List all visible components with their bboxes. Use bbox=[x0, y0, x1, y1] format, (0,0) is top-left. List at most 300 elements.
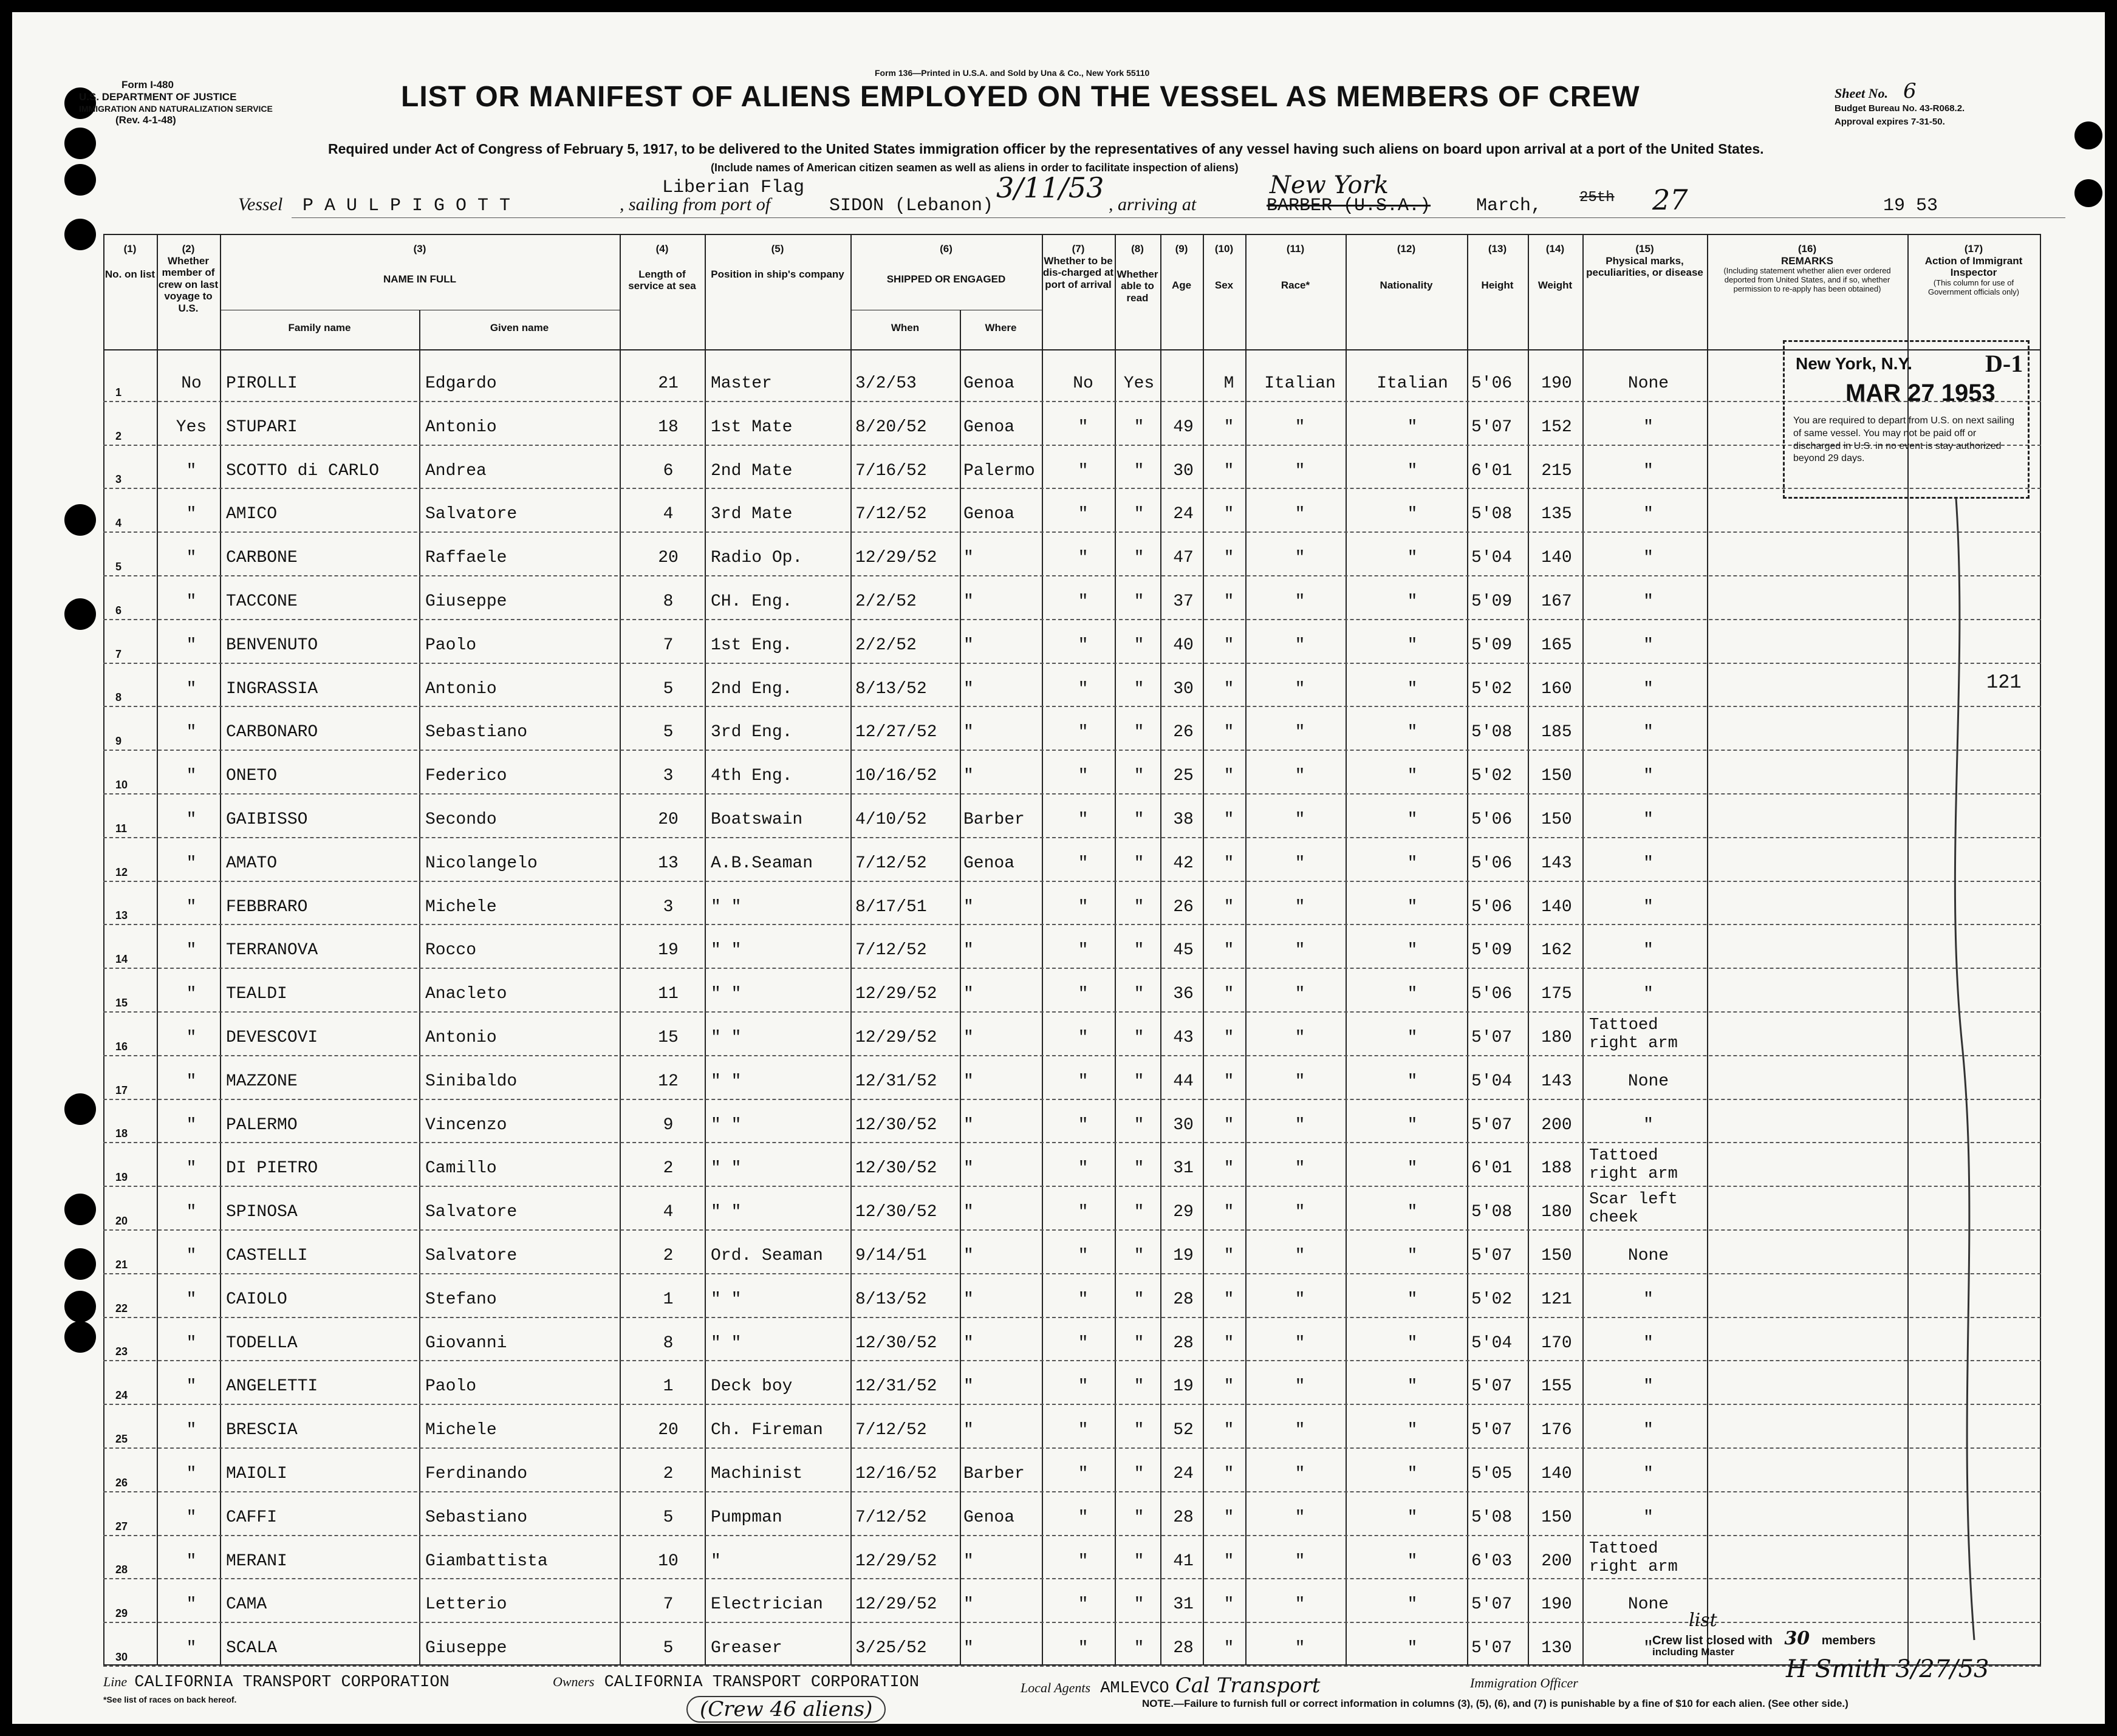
row-weight: 215 bbox=[1541, 461, 1572, 480]
row-sex: " bbox=[1223, 723, 1234, 742]
row-shipped-where: Palermo bbox=[963, 461, 1035, 480]
col9-label: Age bbox=[1171, 279, 1192, 291]
row-able-to-read: " bbox=[1134, 1246, 1144, 1265]
row-discharged: " bbox=[1078, 1203, 1089, 1222]
crew-count: 30 bbox=[1784, 1628, 1810, 1649]
row-physical-marks: " bbox=[1643, 723, 1654, 742]
row-discharged: " bbox=[1078, 461, 1089, 480]
row-weight: 140 bbox=[1541, 1464, 1572, 1483]
footer-agents bbox=[1021, 1673, 1320, 1698]
row-length-service: 21 bbox=[658, 374, 679, 393]
table-row bbox=[12, 795, 2105, 838]
stamp-code: D-1 bbox=[1985, 350, 2023, 377]
row-able-to-read: " bbox=[1134, 853, 1144, 873]
row-number: 15 bbox=[115, 996, 128, 1009]
row-race: " bbox=[1294, 767, 1305, 786]
row-race: " bbox=[1294, 1203, 1305, 1222]
col17-header bbox=[1907, 243, 2040, 297]
col15-label: Physical marks, peculiarities, or disease bbox=[1586, 255, 1703, 279]
row-family-name: FEBBRARO bbox=[226, 897, 308, 917]
row-height: 5'07 bbox=[1471, 1115, 1513, 1135]
approval-expires: Approval expires 7-31-50. bbox=[1835, 117, 1945, 127]
row-weight: 165 bbox=[1541, 635, 1572, 655]
arrival-day: 27 bbox=[1652, 183, 1688, 216]
agents-label: Local Agents bbox=[1021, 1680, 1091, 1695]
budget-bureau: Budget Bureau No. 43-R068.2. bbox=[1835, 103, 1965, 114]
row-voyage: " bbox=[186, 853, 197, 873]
row-number: 4 bbox=[115, 517, 122, 530]
row-given-name: Letterio bbox=[425, 1595, 507, 1615]
row-shipped-when: 7/12/52 bbox=[855, 1421, 927, 1440]
row-given-name: Paolo bbox=[425, 635, 477, 655]
form-subtitle: Required under Act of Congress of February 5, 1917, to be delivered to the United States immigration officer by the representatives of any vessel having such aliens on board upon arrival at a port of the United States. bbox=[328, 141, 1764, 157]
row-length-service: 18 bbox=[658, 417, 679, 437]
row-race: " bbox=[1294, 897, 1305, 917]
row-discharged: " bbox=[1078, 1159, 1089, 1178]
row-shipped-where: " bbox=[963, 592, 974, 611]
row-family-name: DEVESCOVI bbox=[226, 1028, 318, 1047]
row-voyage: " bbox=[186, 592, 197, 611]
row-physical-marks: None bbox=[1627, 374, 1669, 393]
row-nationality: " bbox=[1407, 1203, 1418, 1222]
owners-value: CALIFORNIA TRANSPORT CORPORATION bbox=[604, 1673, 920, 1692]
col2-number: (2) bbox=[182, 243, 195, 255]
row-height: 5'07 bbox=[1471, 1246, 1513, 1265]
crew-list-label: Crew list closed with bbox=[1652, 1634, 1773, 1647]
row-length-service: 5 bbox=[663, 723, 674, 742]
row-length-service: 19 bbox=[658, 941, 679, 960]
row-position: Deck boy bbox=[711, 1377, 793, 1396]
row-discharged: " bbox=[1078, 548, 1089, 568]
row-given-name: Sinibaldo bbox=[425, 1071, 518, 1091]
row-weight: 190 bbox=[1541, 1595, 1572, 1615]
table-row bbox=[12, 925, 2105, 969]
row-able-to-read: " bbox=[1134, 1508, 1144, 1527]
col14-label: Weight bbox=[1537, 279, 1573, 291]
row-able-to-read: " bbox=[1134, 1290, 1144, 1309]
col12-label: Nationality bbox=[1380, 279, 1433, 291]
vessel-flag: Liberian Flag bbox=[662, 177, 805, 198]
col2-label: Whether member of crew on last voyage to U.S. bbox=[158, 255, 219, 314]
row-number: 10 bbox=[115, 778, 128, 791]
row-shipped-where: Genoa bbox=[963, 374, 1015, 393]
row-family-name: CAIOLO bbox=[226, 1290, 287, 1309]
row-discharged: " bbox=[1078, 1333, 1089, 1353]
row-number: 16 bbox=[115, 1040, 128, 1053]
row-age: 30 bbox=[1173, 1115, 1194, 1135]
row-length-service: 6 bbox=[663, 461, 674, 480]
row-nationality: " bbox=[1407, 1595, 1418, 1615]
row-able-to-read: " bbox=[1134, 461, 1144, 480]
row-height: 5'08 bbox=[1471, 505, 1513, 524]
row-discharged: " bbox=[1078, 1551, 1089, 1571]
row-length-service: 20 bbox=[658, 1421, 679, 1440]
table-row bbox=[12, 1449, 2105, 1492]
form-title: LIST OR MANIFEST OF ALIENS EMPLOYED ON THE VESSEL AS MEMBERS OF CREW bbox=[401, 81, 1640, 113]
row-nationality: " bbox=[1407, 1246, 1418, 1265]
row-sex: " bbox=[1223, 1246, 1234, 1265]
row-position: " " bbox=[711, 1290, 742, 1309]
row-shipped-when: 12/27/52 bbox=[855, 723, 937, 742]
row-length-service: 2 bbox=[663, 1246, 674, 1265]
row-shipped-when: 8/13/52 bbox=[855, 679, 927, 699]
sailing-date: 3/11/53 bbox=[996, 171, 1104, 204]
row-given-name: Camillo bbox=[425, 1159, 497, 1178]
row-able-to-read: " bbox=[1134, 635, 1144, 655]
row-number: 12 bbox=[115, 866, 128, 878]
row-height: 5'05 bbox=[1471, 1464, 1513, 1483]
row-given-name: Giuseppe bbox=[425, 1639, 507, 1658]
row-family-name: SCALA bbox=[226, 1639, 278, 1658]
col3b-header: Given name bbox=[490, 322, 549, 333]
table-row bbox=[12, 1231, 2105, 1274]
row-given-name: Giuseppe bbox=[425, 592, 507, 611]
row-able-to-read: " bbox=[1134, 1595, 1144, 1615]
row-race: " bbox=[1294, 1159, 1305, 1178]
row-able-to-read: " bbox=[1134, 941, 1144, 960]
row-sex: " bbox=[1223, 548, 1234, 568]
row-voyage: " bbox=[186, 723, 197, 742]
row-family-name: AMICO bbox=[226, 505, 278, 524]
col8-number: (8) bbox=[1131, 243, 1144, 255]
row-family-name: MAZZONE bbox=[226, 1071, 298, 1091]
row-weight: 185 bbox=[1541, 723, 1572, 742]
row-sex: " bbox=[1223, 1203, 1234, 1222]
row-shipped-where: " bbox=[963, 679, 974, 699]
row-family-name: MERANI bbox=[226, 1551, 287, 1571]
row-position: 3rd Mate bbox=[711, 505, 793, 524]
row-weight: 135 bbox=[1541, 505, 1572, 524]
row-number: 11 bbox=[115, 822, 128, 835]
owners-label: Owners bbox=[553, 1674, 595, 1689]
col6a-header: When bbox=[891, 322, 920, 333]
row-length-service: 5 bbox=[663, 1508, 674, 1527]
row-discharged: " bbox=[1078, 592, 1089, 611]
row-race: " bbox=[1294, 505, 1305, 524]
row-nationality: " bbox=[1407, 461, 1418, 480]
row-physical-marks: Tattoed right arm bbox=[1589, 1539, 1678, 1576]
row-height: 5'07 bbox=[1471, 417, 1513, 437]
sailing-label: , sailing from port of bbox=[620, 194, 771, 214]
row-discharged: " bbox=[1078, 1028, 1089, 1047]
row-position: " " bbox=[711, 1333, 742, 1353]
row-weight: 175 bbox=[1541, 985, 1572, 1004]
table-row bbox=[12, 969, 2105, 1013]
punch-hole bbox=[64, 219, 96, 250]
row-position: " " bbox=[711, 1028, 742, 1047]
row-shipped-where: " bbox=[963, 1333, 974, 1353]
row-height: 5'09 bbox=[1471, 592, 1513, 611]
row-voyage: " bbox=[186, 548, 197, 568]
row-length-service: 1 bbox=[663, 1290, 674, 1309]
row-nationality: " bbox=[1407, 767, 1418, 786]
row-weight: 162 bbox=[1541, 941, 1572, 960]
row-age: 52 bbox=[1173, 1421, 1194, 1440]
row-given-name: Michele bbox=[425, 1421, 497, 1440]
row-length-service: 7 bbox=[663, 1595, 674, 1615]
col14-header bbox=[1528, 243, 1582, 291]
row-shipped-when: 12/29/52 bbox=[855, 1551, 937, 1571]
row-weight: 140 bbox=[1541, 897, 1572, 917]
row-sex: " bbox=[1223, 417, 1234, 437]
row-sex: " bbox=[1223, 985, 1234, 1004]
row-discharged: " bbox=[1078, 1639, 1089, 1658]
row-race: " bbox=[1294, 853, 1305, 873]
row-voyage: " bbox=[186, 1464, 197, 1483]
row-shipped-where: " bbox=[963, 1246, 974, 1265]
row-able-to-read: Yes bbox=[1123, 374, 1155, 393]
row-race: " bbox=[1294, 635, 1305, 655]
col1-label: No. on list bbox=[104, 268, 156, 280]
row-race: " bbox=[1294, 1551, 1305, 1571]
row-physical-marks: " bbox=[1643, 1464, 1654, 1483]
row-given-name: Stefano bbox=[425, 1290, 497, 1309]
races-note: *See list of races on back hereof. bbox=[103, 1695, 237, 1704]
sailing-port: SIDON (Lebanon) bbox=[829, 196, 994, 216]
row-shipped-when: 2/2/52 bbox=[855, 635, 917, 655]
form-agency bbox=[79, 79, 273, 126]
row-position: Master bbox=[711, 374, 772, 393]
row-discharged: " bbox=[1078, 941, 1089, 960]
row-length-service: 4 bbox=[663, 1203, 674, 1222]
row-age: 41 bbox=[1173, 1551, 1194, 1571]
col15-number: (15) bbox=[1635, 243, 1654, 255]
row-sex: " bbox=[1223, 897, 1234, 917]
row-able-to-read: " bbox=[1134, 767, 1144, 786]
row-height: 5'08 bbox=[1471, 723, 1513, 742]
row-shipped-when: 12/29/52 bbox=[855, 1028, 937, 1047]
sheet-label: Sheet No. bbox=[1835, 86, 1888, 101]
table-row bbox=[12, 1318, 2105, 1362]
row-position: 2nd Mate bbox=[711, 461, 793, 480]
row-nationality: " bbox=[1407, 635, 1418, 655]
row-voyage: " bbox=[186, 810, 197, 829]
row-height: 5'07 bbox=[1471, 1595, 1513, 1615]
row-family-name: TACCONE bbox=[226, 592, 298, 611]
row-position: 1st Mate bbox=[711, 417, 793, 437]
row-number: 14 bbox=[115, 953, 128, 966]
row-shipped-when: 7/16/52 bbox=[855, 461, 927, 480]
row-height: 6'01 bbox=[1471, 461, 1513, 480]
row-number: 21 bbox=[115, 1258, 128, 1271]
row-weight: 121 bbox=[1541, 1290, 1572, 1309]
row-length-service: 9 bbox=[663, 1115, 674, 1135]
row-shipped-when: 3/2/53 bbox=[855, 374, 917, 393]
row-able-to-read: " bbox=[1134, 897, 1144, 917]
row-nationality: " bbox=[1407, 1551, 1418, 1571]
row-height: 5'04 bbox=[1471, 1071, 1513, 1091]
row-position: " bbox=[711, 1551, 721, 1571]
col16-number: (16) bbox=[1797, 243, 1817, 255]
row-voyage: " bbox=[186, 1595, 197, 1615]
row-height: 5'02 bbox=[1471, 767, 1513, 786]
row-discharged: " bbox=[1078, 897, 1089, 917]
row-age: 36 bbox=[1173, 985, 1194, 1004]
row-physical-marks: " bbox=[1643, 1421, 1654, 1440]
col9-header bbox=[1160, 243, 1203, 291]
row-number: 26 bbox=[115, 1476, 128, 1489]
row-age: 38 bbox=[1173, 810, 1194, 829]
row-voyage: " bbox=[186, 1203, 197, 1222]
line-label: Line bbox=[103, 1674, 128, 1689]
row-family-name: CAMA bbox=[226, 1595, 267, 1615]
row-family-name: BENVENUTO bbox=[226, 635, 318, 655]
row-length-service: 12 bbox=[658, 1071, 679, 1091]
row-discharged: " bbox=[1078, 1246, 1089, 1265]
row-age: 30 bbox=[1173, 679, 1194, 699]
row-able-to-read: " bbox=[1134, 679, 1144, 699]
row-shipped-when: 12/31/52 bbox=[855, 1071, 937, 1091]
row-given-name: Sebastiano bbox=[425, 1508, 528, 1527]
row-position: 4th Eng. bbox=[711, 767, 793, 786]
row-given-name: Rocco bbox=[425, 941, 477, 960]
col17-label: Action of Immigrant Inspector bbox=[1924, 255, 2023, 279]
row-sex: M bbox=[1223, 374, 1234, 393]
row-weight: 150 bbox=[1541, 810, 1572, 829]
row-length-service: 11 bbox=[658, 985, 679, 1004]
row-sex: " bbox=[1223, 941, 1234, 960]
row-nationality: " bbox=[1407, 1464, 1418, 1483]
row-weight: 150 bbox=[1541, 1246, 1572, 1265]
row-number: 5 bbox=[115, 560, 122, 573]
footer-owners bbox=[553, 1673, 919, 1692]
row-voyage: " bbox=[186, 1290, 197, 1309]
row-race: " bbox=[1294, 461, 1305, 480]
row-height: 6'01 bbox=[1471, 1159, 1513, 1178]
row-number: 23 bbox=[115, 1345, 128, 1358]
col10-number: (10) bbox=[1214, 243, 1234, 255]
stamp-text: You are required to depart from U.S. on next sailing of same vessel. You may not be paid off or discharged in U.S. in no event is stay authorized beyond 29 days. bbox=[1793, 415, 2015, 464]
col4-header bbox=[620, 243, 705, 292]
col14-number: (14) bbox=[1545, 243, 1565, 255]
row-voyage: " bbox=[186, 1115, 197, 1135]
vessel-name: P A U L P I G O T T bbox=[303, 196, 511, 216]
form-subnote: (Include names of American citizen seamen as well as aliens in order to facilitate inspection of aliens) bbox=[711, 162, 1239, 174]
table-row bbox=[12, 1187, 2105, 1231]
row-family-name: PIROLLI bbox=[226, 374, 298, 393]
service: IMMIGRATION AND NATURALIZATION SERVICE bbox=[79, 103, 273, 114]
row-physical-marks: Tattoed right arm bbox=[1589, 1147, 1678, 1184]
row-family-name: CAFFI bbox=[226, 1508, 278, 1527]
row-age: 24 bbox=[1173, 1464, 1194, 1483]
row-race: " bbox=[1294, 1508, 1305, 1527]
row-position: A.B.Seaman bbox=[711, 853, 813, 873]
row-length-service: 3 bbox=[663, 767, 674, 786]
row-position: Pumpman bbox=[711, 1508, 782, 1527]
footer-note: NOTE.—Failure to furnish full or correct information in columns (3), (5), (6), and (7) is punishable by a fine of $10 for each alien. (See other side.) bbox=[1142, 1698, 1849, 1709]
row-length-service: 2 bbox=[663, 1464, 674, 1483]
row-nationality: " bbox=[1407, 897, 1418, 917]
row-race: " bbox=[1294, 723, 1305, 742]
row-race: " bbox=[1294, 810, 1305, 829]
row-shipped-where: " bbox=[963, 635, 974, 655]
row-number: 22 bbox=[115, 1302, 128, 1314]
row-shipped-when: 8/20/52 bbox=[855, 417, 927, 437]
col1-number: (1) bbox=[123, 243, 137, 255]
row-shipped-when: 12/30/52 bbox=[855, 1333, 937, 1353]
row-discharged: " bbox=[1078, 1421, 1089, 1440]
col16-header bbox=[1707, 243, 1907, 294]
col6-number: (6) bbox=[940, 243, 952, 255]
table-row bbox=[12, 1405, 2105, 1449]
row-given-name: Antonio bbox=[425, 1028, 497, 1047]
row-height: 5'07 bbox=[1471, 1028, 1513, 1047]
row-discharged: " bbox=[1078, 1071, 1089, 1091]
row-given-name: Vincenzo bbox=[425, 1115, 507, 1135]
row-physical-marks: " bbox=[1643, 679, 1654, 699]
col17-number: (17) bbox=[1964, 243, 1983, 255]
row-given-name: Salvatore bbox=[425, 505, 518, 524]
col7-label: Whether to be dis-charged at port of arrival bbox=[1042, 255, 1114, 290]
row-physical-marks: Tattoed right arm bbox=[1589, 1016, 1678, 1053]
row-weight: 200 bbox=[1541, 1551, 1572, 1571]
row-shipped-when: 3/25/52 bbox=[855, 1639, 927, 1658]
row-number: 6 bbox=[115, 604, 122, 617]
row-shipped-when: 12/29/52 bbox=[855, 548, 937, 568]
col8-header bbox=[1115, 243, 1160, 304]
row-discharged: " bbox=[1078, 679, 1089, 699]
row-weight: 152 bbox=[1541, 417, 1572, 437]
row-sex: " bbox=[1223, 1071, 1234, 1091]
row-physical-marks: " bbox=[1643, 461, 1654, 480]
row-able-to-read: " bbox=[1134, 723, 1144, 742]
row-weight: 190 bbox=[1541, 374, 1572, 393]
punch-hole bbox=[2074, 179, 2102, 207]
row-shipped-where: " bbox=[963, 1377, 974, 1396]
row-race: " bbox=[1294, 941, 1305, 960]
row-nationality: " bbox=[1407, 1159, 1418, 1178]
row-number: 13 bbox=[115, 909, 128, 922]
row-height: 5'02 bbox=[1471, 679, 1513, 699]
row-shipped-when: 12/31/52 bbox=[855, 1377, 937, 1396]
col5-header bbox=[705, 243, 850, 280]
stamp-place: New York, N.Y. bbox=[1796, 354, 1912, 373]
row-physical-marks: " bbox=[1643, 1290, 1654, 1309]
row-discharged: No bbox=[1073, 374, 1093, 393]
row-age: 25 bbox=[1173, 767, 1194, 786]
row-shipped-where: Genoa bbox=[963, 1508, 1015, 1527]
row-length-service: 8 bbox=[663, 592, 674, 611]
row-sex: " bbox=[1223, 1551, 1234, 1571]
row-position: 2nd Eng. bbox=[711, 679, 793, 699]
col10-label: Sex bbox=[1214, 279, 1234, 291]
row-age: 28 bbox=[1173, 1508, 1194, 1527]
row-shipped-where: Barber bbox=[963, 1464, 1025, 1483]
row-position: " " bbox=[711, 1071, 742, 1091]
row-shipped-where: " bbox=[963, 723, 974, 742]
row-weight: 140 bbox=[1541, 548, 1572, 568]
row-discharged: " bbox=[1078, 1377, 1089, 1396]
row-age: 24 bbox=[1173, 505, 1194, 524]
row-number: 9 bbox=[115, 735, 122, 748]
row-weight: 160 bbox=[1541, 679, 1572, 699]
row-age: 43 bbox=[1173, 1028, 1194, 1047]
row-nationality: " bbox=[1407, 417, 1418, 437]
row-given-name: Andrea bbox=[425, 461, 487, 480]
row-height: 5'06 bbox=[1471, 897, 1513, 917]
row-physical-marks: " bbox=[1643, 1333, 1654, 1353]
department: U.S. DEPARTMENT OF JUSTICE bbox=[79, 91, 237, 103]
row-voyage: " bbox=[186, 767, 197, 786]
row-height: 5'06 bbox=[1471, 810, 1513, 829]
row-discharged: " bbox=[1078, 985, 1089, 1004]
row-physical-marks: " bbox=[1643, 1508, 1654, 1527]
row-age: 31 bbox=[1173, 1159, 1194, 1178]
row-nationality: " bbox=[1407, 1377, 1418, 1396]
row-shipped-where: Genoa bbox=[963, 417, 1015, 437]
row-position: Ch. Fireman bbox=[711, 1421, 823, 1440]
row-number: 17 bbox=[115, 1084, 128, 1096]
